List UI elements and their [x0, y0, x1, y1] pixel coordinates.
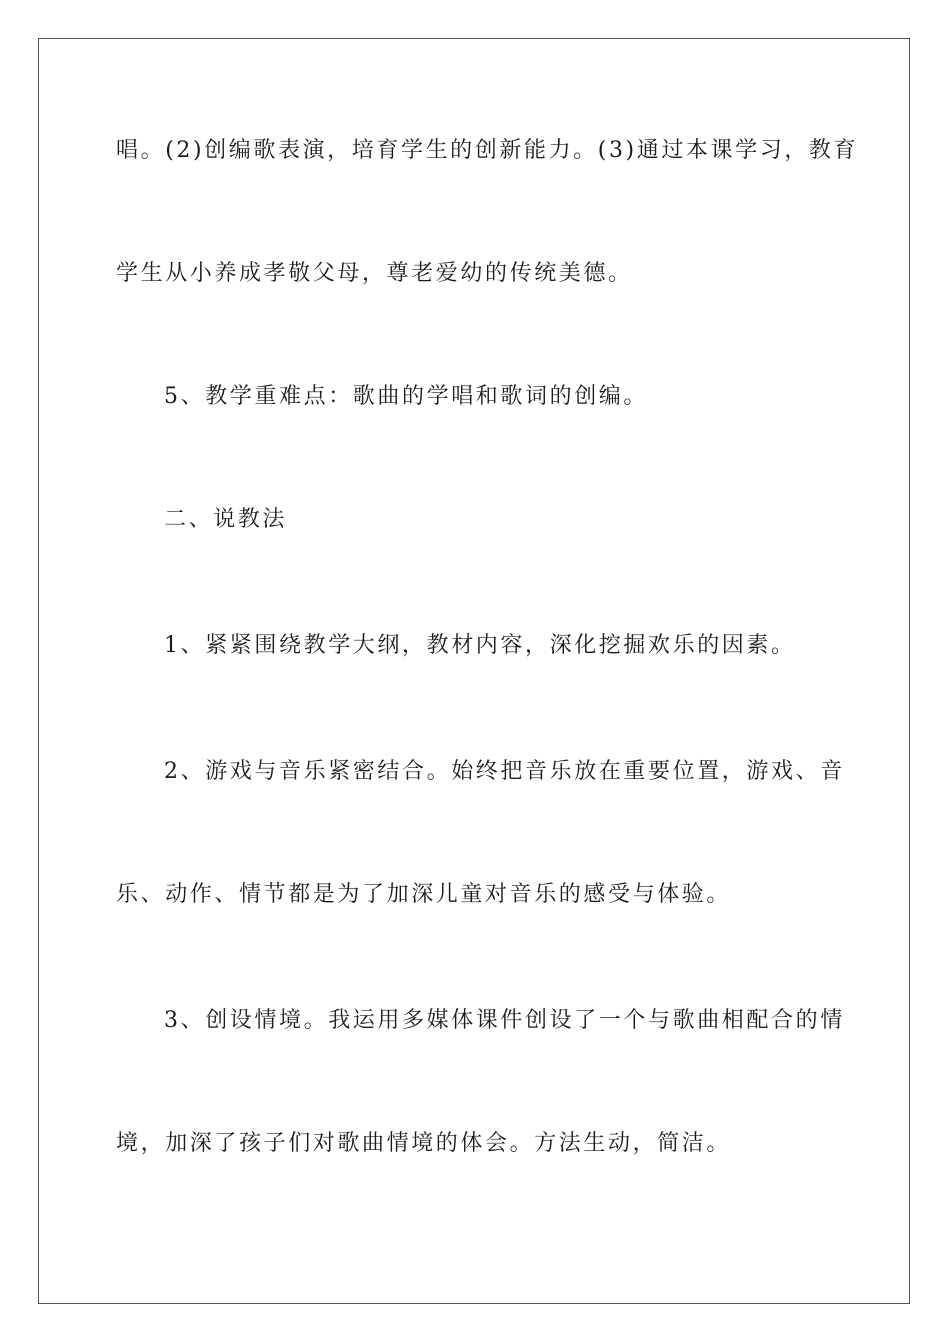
- paragraph-line-5: 1、紧紧围绕教学大纲，教材内容，深化挖掘欢乐的因素。: [164, 633, 796, 658]
- section-heading: 二、说教法: [164, 507, 288, 532]
- paragraph-line-7: 乐、动作、情节都是为了加深儿童对音乐的感受与体验。: [116, 882, 732, 907]
- paragraph-line-8: 3、创设情境。我运用多媒体课件创设了一个与歌曲相配合的情: [164, 1008, 845, 1033]
- paragraph-line-6: 2、游戏与音乐紧密结合。始终把音乐放在重要位置，游戏、音: [164, 759, 845, 784]
- page-border: [38, 38, 910, 1304]
- paragraph-line-1: 唱。(2)创编歌表演，培育学生的创新能力。(3)通过本课学习，教育: [116, 138, 859, 163]
- paragraph-line-3: 5、教学重难点：歌曲的学唱和歌词的创编。: [164, 384, 648, 409]
- paragraph-line-2: 学生从小养成孝敬父母，尊老爱幼的传统美德。: [116, 261, 633, 286]
- paragraph-line-9: 境，加深了孩子们对歌曲情境的体会。方法生动，简洁。: [116, 1131, 732, 1156]
